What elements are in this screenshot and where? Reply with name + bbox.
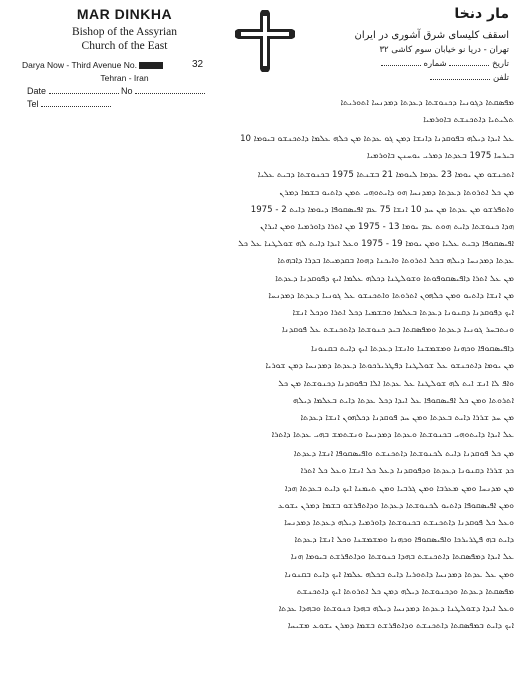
body-line: ܥܠ ܐܝܕܐ ܕܝܠܗ ܒܦܘܩܕܢܐ ܕܐܢܫܐ ܕܡܢ ܓܘ ܥܕܬܐ ܡܢ ܟܠܗ ܥܠܡܐ ܕܐܬܟܢܫܘ ܒܝܘܡܐ 10 xyxy=(240,134,514,145)
body-line: ܒܝܪܚܐ 1975 ܒܥܕܬܐ ܕܡܪܝ ܝܘܚܢܢ ܒܐܘܪܡܝܐ xyxy=(367,151,514,162)
body-line: ܘܥܠ ܐܝܕܐ ܕܫܘܠܛܢܐ ܕܥܕܬܐ ܕܡܕܢܚܐ ܕܝܠܗ ܒܗܕܐ ܟܢܘܫܬܐ ܘܒܗܕܐ ܥܕܬܐ xyxy=(278,604,514,614)
body-line: ܘܢܬܒܚܪ ܓܘܢܝܐ ܕܥܕܬܐ ܘܡܦܣܩܬܐ ܒܝܕ ܟܢܘܫܬܐ ܕܐܬܟܢܫܬ ܥܠ ܦܘܩܕܢܐ xyxy=(281,325,514,336)
title-line-2: Church of the East xyxy=(81,40,168,52)
body-line: ܟܕ ܫܪܪܐ ܕܩܢܘܢܐ ܕܥܕܬܐ ܘܕܦܘܩܕܢܐ ܕܥܠ ܟܠ ܐܢܫܐ ܘܥܠ ܟܠ ܐܬܪܐ xyxy=(300,466,514,477)
letterhead-left xyxy=(22,6,227,53)
body-line: ܐܦܝܣܩܘܦܐ ܕܒܝܬ ܥܠܝܐ ܘܡܢ ܝܘܡܐ 19 - 1975 ܘܥܠ ܐܝܕܐ ܕܐܝܬ ܠܗ ܫܘܠܛܢܐ ܥܠ ܟܠ xyxy=(238,239,514,250)
fa-tel-label: تلفن xyxy=(493,73,509,83)
body-line: ܡܢ ܟܠ ܦܘܩܕܢܐ ܕܐܝܬ ܠܟܢܘܫܬܐ ܕܐܬܟܢܫܬ ܘܐܦܝܣܩܘܦܐ ܐܢܫܐ ܕܥܕܬܐ xyxy=(293,449,514,460)
org-name: MAR DINKHA xyxy=(76,6,173,22)
body-line: ܘܡܢ ܐܦܝܣܩܘܦܐ ܕܐܬܝܘ ܠܟܢܘܫܬܐ ܕܥܕܬܐ ܘܕܐܬܦܪܫܘ ܒܫܡܐ ܕܡܪܢ ܝܫܘܥ xyxy=(278,500,514,511)
body-line: ܥܕܬܐ ܕܡܕܢܚܐ ܕܝܠܗ ܒܟܠ ܐܬܪܘܬܐ ܘܐܝܟܢܐ ܕܗܘܐ ܒܩܕܡܝܬܐ ܒܕܪܐ ܕܐܒܗܬܐ xyxy=(277,256,514,267)
body-line: ܡܦܣܩܬܐ ܕܓܘܢܝܐ ܕܟܢܘܫܬܐ ܕܥܕܬܐ ܕܡܕܢܚܐ ܐܬܘܪܝܬܐ xyxy=(340,98,514,108)
body-line: ܬܠܝܬܝܐ ܕܐܬܟܢܫܬ ܒܐܘܪܡܝܐ xyxy=(423,115,514,126)
body-line: ܥܠ ܐܝܕܐ ܕܐܝܬܘܗܝ ܒܟܢܘܫܬܐ ܘܥܕܬܐ ܕܡܕܢܚܐ ܘܢܫܬܡܫ ܒܗܝ ܥܕܬܐ ܕܐܬܪܐ xyxy=(271,430,514,441)
body-line: ܗܕܐ ܟܢܘܫܬܐ ܕܐܝܬ ܗܘܬ ܥܡ ܝܘܡܐ 13 - 1975 ܡܢ ܐܬܪܐ ܕܐܘܪܡܝܐ ܘܡܢ ܐܝܪܐܢ xyxy=(260,222,514,232)
date-label: Date xyxy=(27,86,47,96)
body-line: ܘܥܠ ܟܠ ܦܘܩܕܢܐ ܕܐܬܟܢܫܬ ܒܟܢܘܫܬܐ ܕܐܘܪܡܝܐ ܕܝܠܗ ܕܥܕܬܐ ܕܡܕܢܚܐ xyxy=(284,518,514,528)
body-line: ܡܢ ܚܕ ܫܪܪܐ ܕܐܝܬ ܒܥܕܬܐ ܘܡܢ ܚܕ ܦܘܩܕܢܐ ܕܟܠܗܘܢ ܐܢܫܐ ܕܥܕܬܐ xyxy=(300,413,514,423)
title-line-1: Bishop of the Assyrian xyxy=(71,26,178,38)
fa-no-label: شماره xyxy=(423,59,447,69)
body-line: ܡܢ ܥܠ ܐܬܪܐ ܕܐܦܝܣܩܘܦܘܬܐ ܘܫܘܠܛܢܐ ܕܟܠܗ ܥܠܡܐ ܐܝܟ ܕܦܘܩܕܢܐ ܕܥܕܬܐ xyxy=(275,273,514,284)
fa-address: تهران - دریا نو خیابان سوم کاشی ۳۲ xyxy=(379,45,509,55)
fa-date-row xyxy=(309,57,509,71)
tel-label: Tel xyxy=(27,99,39,109)
body-line: ܘܐܦ ܠܐ ܐܢܫ ܐܝܬ ܠܗ ܫܘܠܛܢܐ ܥܠ ܥܕܬܐ ܐܠܐ ܒܦܘܩܕܢܐ ܕܟܢܘܫܬܐ ܡܢ ܟܠ xyxy=(278,378,514,389)
body-line: ܕܐܝܬ ܒܗ ܦܛܪܝܪܟܐ ܘܐܦܝܣܩܘܦܐ ܘܟܗܢܐ ܘܡܫܡܫܢܐ ܘܟܠ ܐܢܫܐ ܕܥܕܬܐ xyxy=(294,535,514,546)
body-line: ܐܝܟ ܕܦܘܩܕܢܐ ܕܩܢܘܢܐ ܕܥܕܬܐ ܒܥܠܡܐ ܘܒܫܡܝܐ ܕܟܠ ܐܬܪܐ ܘܕܟܠ ܐܢܫܐ xyxy=(292,308,514,318)
address-number: 32 xyxy=(192,59,204,70)
body-line: ܡܦܣܩܬܐ ܕܥܕܬܐ ܘܕܟܢܘܫܬܐ ܕܝܠܗ ܕܡܢ ܟܠ ܐܬܪܘܬܐ ܐܝܟ ܕܐܬܟܢܫܬ xyxy=(296,586,514,597)
no-label: No xyxy=(121,86,133,96)
body-line: ܐܬܟܢܫܘ ܡܢ ܝܘܡܐ 23 ܥܕܡܐ ܠܝܘܡܐ 21 ܒܫܢܬܐ 1975 ܒܟܢܘܫܬܐ ܕܒܝܬ ܥܠܝܐ xyxy=(257,170,514,181)
body-line: ܥܠ ܐܝܕܐ ܕܡܦܣܩܬܐ ܕܐܬܟܢܫܬ ܒܗܕܐ ܟܢܘܫܬܐ ܘܕܐܬܦܪܫܬ ܒܝܘܡܐ ܗܢܐ xyxy=(290,552,514,563)
no-dots xyxy=(135,85,205,94)
body-line: ܘܡܢ ܥܠ ܥܕܬܐ ܕܡܕܢܚܐ ܕܐܬܘܪܝܐ ܕܐܝܬ ܒܟܠܗ ܥܠܡܐ ܐܝܟ ܕܐܝܬ ܒܩܢܘܢܐ xyxy=(284,569,514,580)
body-line: ܡܢ ܐܢܫܐ ܕܐܬܝܘ ܘܡܢ ܟܠܗܘܢ ܐܬܪܘܬܐ ܘܐܬܟܢܫܘ ܥܠ ܓܘܢܝܐ ܕܥܕܬܐ ܕܡܕܢܚܐ xyxy=(268,290,514,301)
body-line: ܕܐܦܝܣܩܘܦܐ ܘܟܗܢܐ ܘܡܫܡܫܢܐ ܘܐܢܫܐ ܕܥܕܬܐ ܐܝܟ ܕܐܝܬ ܒܩܢܘܢܐ xyxy=(311,344,514,355)
fa-org-name: مار دنخا xyxy=(454,6,509,22)
body-line: ܐܬܪܘܬܐ ܘܡܢ ܟܠ ܐܦܝܣܩܘܦܐ ܥܠ ܐܝܕܐ ܕܟܠ ܥܕܬܐ ܕܐܝܬ ܒܥܠܡܐ ܕܝܠܗ xyxy=(293,395,514,406)
fa-date-label: تاریخ xyxy=(492,59,509,69)
body-line: ܡܢ ܡܕܢܚܐ ܘܡܢ ܡܥܪܒܐ ܘܡܢ ܓܪܒܝܐ ܘܡܢ ܬܝܡܢܐ ܐܝܟ ܕܐܝܬ ܒܥܕܬܐ ܗܕܐ xyxy=(284,483,514,494)
fa-tel-dots xyxy=(430,71,490,80)
date-no-row xyxy=(27,85,205,96)
cross-emblem-icon xyxy=(235,10,295,72)
body-line: ܡܢ ܝܘܡܐ ܕܐܬܟܢܫܘ ܥܠ ܫܘܠܛܢܐ ܕܦܛܪܝܪܟܘܬܐ ܕܥܕܬܐ ܕܡܕܢܚܐ ܕܡܢ ܫܘܪܝܐ xyxy=(265,361,514,372)
city-line: Tehran - Iran xyxy=(100,73,149,83)
address-line xyxy=(22,60,242,70)
body-line: ܘܐܬܦܪܫܘ ܡܢ ܥܕܬܐ ܡܢ ܚܕ 10 ܐܢܫܐ 75 ܥܡ ܐܦܝܣܩܘܦܐ ܕܝܘܡܐ ܕܐܝܬ 2 - 1975 xyxy=(250,204,514,215)
fa-title: اسقف کلیسای شرق آشوری در ایران xyxy=(354,30,509,41)
date-dots xyxy=(49,85,119,94)
fa-tel-row xyxy=(309,71,509,85)
redaction-mark xyxy=(139,62,163,69)
fa-date-dots xyxy=(449,57,489,66)
body-line: ܐܝܟ ܕܐܝܬ ܒܡܦܣܩܬܐ ܕܐܬܟܢܫܬ ܘܕܐܬܦܪܫܬ ܒܫܡܐ ܕܡܪܢ ܝܫܘܥ ܡܫܝܚܐ xyxy=(287,621,514,632)
letterhead-right xyxy=(309,6,509,85)
fa-no-dots xyxy=(381,57,421,66)
body-line: ܡܢ ܟܠ ܐܬܪܘܬܐ ܕܥܕܬܐ ܕܡܕܢܚܐ ܗܘ ܕܐܝܬܘܗܝ ܬܡܢ ܕܐܬܝܘ ܒܫܡܐ ܕܡܪܢ xyxy=(279,187,514,198)
address-text: Darya Now - Third Avenue No. xyxy=(22,60,137,70)
